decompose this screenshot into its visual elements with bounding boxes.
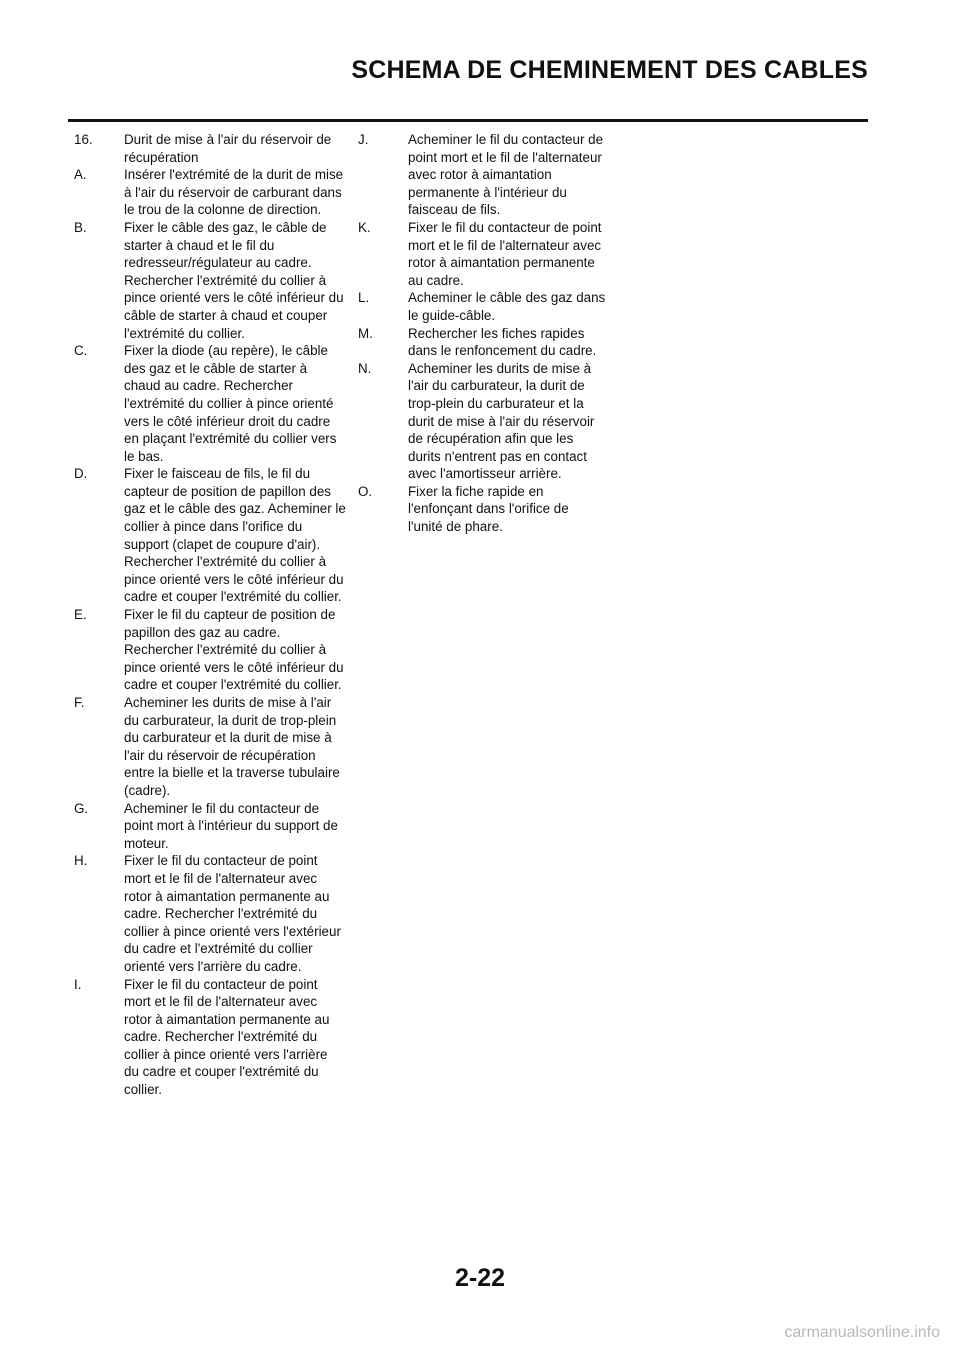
list-item — [74, 606, 346, 694]
list-item-label: I. — [74, 976, 82, 992]
list-item-text: Fixer le fil du contacteur de point mort et le fil de l'alternateur avec rotor à aimantation permanente au cadre. Rechercher l'extrémité du collier à pince orienté vers l'extérieur du cadre et l'extrémité du collier orienté vers l'arrière du cadre. — [124, 853, 341, 974]
list-item-label: O. — [358, 483, 373, 499]
list-item — [358, 219, 606, 289]
list-item-text: Acheminer le câble des gaz dans le guide-câble. — [408, 290, 606, 323]
list-item-label: N. — [358, 360, 372, 376]
list-item-text: Fixer le fil du contacteur de point mort et le fil de l'alternateur avec rotor à aimantation permanente au cadre. Rechercher l'extrémité du collier à pince orienté vers l'arrière du cadre et couper l'extrémité du collier. — [124, 976, 330, 1098]
list-item-text: Acheminer les durits de mise à l'air du carburateur, la durit de trop-plein du carburateur et la durit de mise à l'air du réservoir de récupération afin que les durits n'entrent pas en contact avec l'amortisseur arrière. — [408, 360, 595, 482]
list-item-text: Acheminer le fil du contacteur de point mort à l'intérieur du support de moteur. — [124, 800, 338, 851]
list-item-label: K. — [358, 219, 371, 235]
list-item — [74, 852, 346, 975]
list-item-text: Insérer l'extrémité de la durit de mise à l'air du réservoir de carburant dans le trou de la colonne de direction. — [124, 167, 344, 218]
list-item-text: Rechercher les fiches rapides dans le renfoncement du cadre. — [408, 325, 597, 359]
list-item — [74, 342, 346, 465]
list-item-text: Fixer le câble des gaz, le câble de starter à chaud et le fil du redresseur/régulateur au cadre. Rechercher l'extrémité du collier à pince orienté vers le côté inférieur du câble de starter à chaud et couper l'extrémité du collier. — [124, 219, 344, 341]
page-number: 2-22 — [454, 1264, 506, 1292]
list-item-text: Fixer le fil du contacteur de point mort et le fil de l'alternateur avec rotor à aimantation permanente au cadre. — [408, 219, 602, 288]
page-title: SCHEMA DE CHEMINEMENT DES CABLES — [351, 56, 868, 84]
list-item — [358, 131, 606, 219]
list-item-label: L. — [358, 290, 370, 306]
list-item-label: J. — [358, 132, 369, 147]
list-item-text: Fixer le faisceau de fils, le fil du capteur de position de papillon des gaz et le câble des gaz. Acheminer le collier à pince dans l'orifice du support (clapet de coupure d'air). Rechercher l'extrémité du collier à pince orienté vers le côté inférieur du cadre et couper l'extrémité du collier. — [124, 466, 346, 605]
list-item — [74, 131, 346, 166]
right-column — [358, 131, 606, 536]
list-item-label: G. — [74, 800, 89, 816]
list-item — [74, 800, 346, 853]
list-item-label: A. — [74, 167, 87, 183]
list-item-label: F. — [74, 695, 85, 710]
list-item — [358, 360, 606, 483]
title-divider — [68, 119, 868, 122]
list-item-label: M. — [358, 325, 373, 341]
list-item-label: 16. — [74, 132, 93, 147]
list-item — [358, 483, 606, 536]
watermark: carmanualsonline.info — [784, 1324, 940, 1341]
list-item — [358, 325, 606, 360]
list-item — [358, 289, 606, 324]
list-item-text: Fixer la diode (au repère), le câble des gaz et le câble de starter à chaud au cadre. Rechercher l'extrémité du collier à pince orienté vers le côté inférieur droit du cadre en plaçant l'extrémité du collier vers le bas. — [124, 343, 337, 464]
list-item-text: Fixer le fil du capteur de position de papillon des gaz au cadre. Rechercher l'extrémité du collier à pince orienté vers le côté inférieur du cadre et couper l'extrémité du collier. — [124, 607, 344, 693]
list-item — [74, 976, 346, 1099]
list-item — [74, 465, 346, 606]
left-column — [74, 131, 346, 1099]
list-item — [74, 219, 346, 342]
list-item — [74, 694, 346, 800]
list-item-text: Acheminer les durits de mise à l'air du carburateur, la durit de trop-plein du carburateur et la durit de mise à l'air du réservoir de récupération entre la bielle et la traverse tubulaire (cadre). — [124, 695, 340, 798]
list-item-label: H. — [74, 853, 88, 869]
list-item-text: Durit de mise à l'air du réservoir de récupération — [124, 132, 332, 165]
list-item-label: B. — [74, 219, 87, 235]
list-item — [74, 166, 346, 219]
list-item-label: E. — [74, 607, 87, 623]
list-item-label: D. — [74, 466, 88, 482]
list-item-label: C. — [74, 343, 88, 359]
list-item-text: Acheminer le fil du contacteur de point mort et le fil de l'alternateur avec rotor à aimantation permanente à l'intérieur du faisceau de fils. — [408, 132, 604, 218]
list-item-text: Fixer la fiche rapide en l'enfonçant dans l'orifice de l'unité de phare. — [408, 483, 569, 535]
